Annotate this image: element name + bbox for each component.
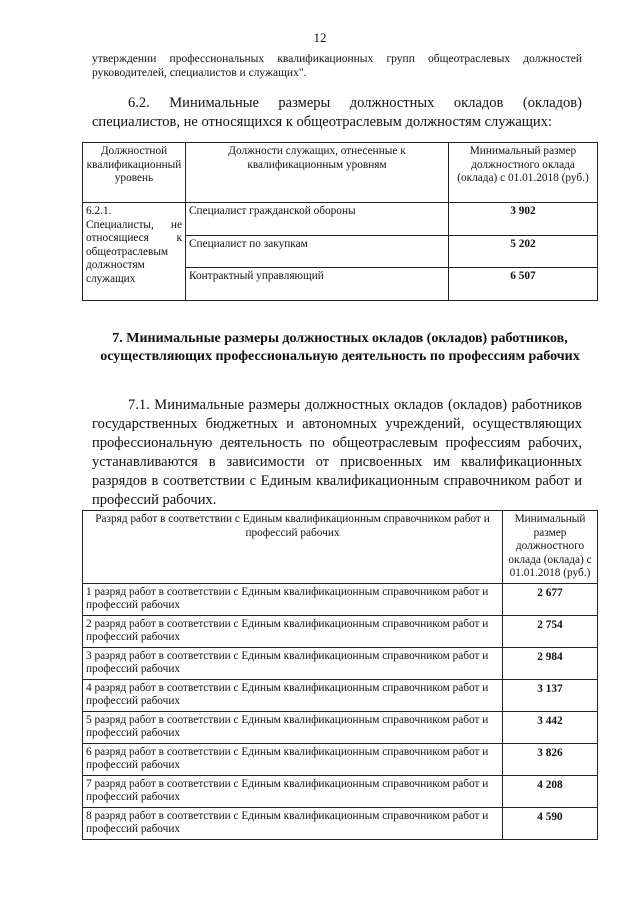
grade-cell: 4 разряд работ в соответствии с Единым квалификационным справочником работ и профессий рабочих xyxy=(83,679,503,711)
salary-cell: 3 137 xyxy=(503,679,598,711)
salary-cell: 4 590 xyxy=(503,807,598,839)
position-cell: Специалист по закупкам xyxy=(186,236,449,268)
grade-cell: 6 разряд работ в соответствии с Единым квалификационным справочником работ и профессий рабочих xyxy=(83,743,503,775)
header-work-grade: Разряд работ в соответствии с Единым квалификационным справочником работ и профессий рабочих xyxy=(83,511,503,584)
header-qualification-level: Должностной квалификационный уровень xyxy=(83,143,186,203)
table-row xyxy=(83,647,598,679)
grade-cell: 3 разряд работ в соответствии с Единым квалификационным справочником работ и профессий рабочих xyxy=(83,647,503,679)
intro-paragraph: утверждении профессиональных квалификационных групп общеотраслевых должностей руководителей, специалистов и служащих". xyxy=(92,53,582,79)
position-cell: Специалист гражданской обороны xyxy=(186,203,449,236)
table-row xyxy=(83,203,598,236)
table-header-row xyxy=(83,143,598,203)
salary-cell: 2 754 xyxy=(503,615,598,647)
page-number: 12 xyxy=(313,30,327,45)
section-7-heading: 7. Минимальные размеры должностных окладов (окладов) работников, осуществляющих профессиональную деятельность по профессиям рабочих xyxy=(100,331,580,364)
grade-cell: 1 разряд работ в соответствии с Единым квалификационным справочником работ и профессий рабочих xyxy=(83,583,503,615)
salary-cell: 3 826 xyxy=(503,743,598,775)
qualification-level-cell: 6.2.1. Специалисты, не относящиеся к общеотраслевым должностям служащих xyxy=(83,203,186,301)
grade-cell: 8 разряд работ в соответствии с Единым квалификационным справочником работ и профессий рабочих xyxy=(83,807,503,839)
table-header-row xyxy=(83,511,598,584)
salary-cell: 3 442 xyxy=(503,711,598,743)
grade-cell: 5 разряд работ в соответствии с Единым квалификационным справочником работ и профессий рабочих xyxy=(83,711,503,743)
salary-cell: 2 677 xyxy=(503,583,598,615)
workers-salary-table xyxy=(82,510,598,840)
table-row xyxy=(83,615,598,647)
salary-cell: 2 984 xyxy=(503,647,598,679)
header-min-salary: Минимальный размер должностного оклада (оклада) с 01.01.2018 (руб.) xyxy=(449,143,598,203)
section-7-1-paragraph: 7.1. Минимальные размеры должностных окладов (окладов) работников государственных бюджетных и автономных учреждений, осуществляющих профессиональную деятельность по общеотраслевым профессиям рабочих, устанавливаются в зависимости от присвоенных им квалификационных разрядов в соответствии с Единым квалификационным справочником работ и профессий рабочих. xyxy=(92,397,582,508)
salary-cell: 6 507 xyxy=(449,268,598,301)
salary-cell: 4 208 xyxy=(503,775,598,807)
section-6-2-paragraph: 6.2. Минимальные размеры должностных окладов (окладов) специалистов, не относящихся к общеотраслевым должностям служащих: xyxy=(92,95,582,130)
grade-cell: 7 разряд работ в соответствии с Единым квалификационным справочником работ и профессий рабочих xyxy=(83,775,503,807)
table-row xyxy=(83,711,598,743)
table-row xyxy=(83,679,598,711)
table-row xyxy=(83,807,598,839)
table-row xyxy=(83,775,598,807)
position-cell: Контрактный управляющий xyxy=(186,268,449,301)
salary-cell: 5 202 xyxy=(449,236,598,268)
specialists-salary-table xyxy=(82,142,598,301)
table-row xyxy=(83,583,598,615)
salary-cell: 3 902 xyxy=(449,203,598,236)
grade-cell: 2 разряд работ в соответствии с Единым квалификационным справочником работ и профессий рабочих xyxy=(83,615,503,647)
header-min-salary: Минимальный размер должностного оклада (оклада) с 01.01.2018 (руб.) xyxy=(503,511,598,584)
header-positions: Должности служащих, отнесенные к квалификационным уровням xyxy=(186,143,449,203)
table-row xyxy=(83,743,598,775)
